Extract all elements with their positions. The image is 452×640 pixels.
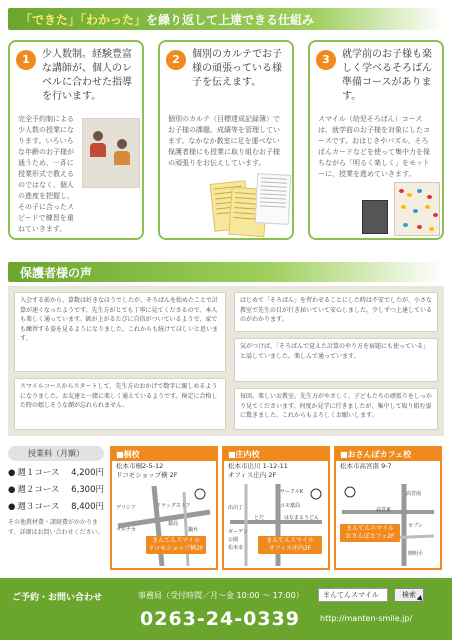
features-header — [8, 8, 444, 30]
title-part-wakatta: 「わかった」 — [80, 13, 147, 27]
title-part-dekita: 「できた」 — [20, 13, 81, 27]
office-hours: 事務局（受付時間／月～金 10:00 ～ 17:00） — [138, 591, 304, 600]
map-kiri: ■桐校 松本市桐2-5-12 ドコモショップ横 2F デリシア ドラッグストア マルナカ 薬局 鍋弁 まんてんスマイル ドコモショップ横2F — [110, 446, 218, 570]
feature-number: 2 — [166, 50, 186, 70]
tuition-fees — [8, 446, 104, 538]
voices-header — [8, 262, 444, 282]
search-input[interactable]: まんてんスマイル — [318, 588, 388, 602]
contact-label: ご予約・お問い合わせ — [12, 593, 103, 603]
website-url[interactable]: http://manten-smile.jp/ — [320, 614, 413, 623]
map-title: ■庄内校 — [224, 448, 328, 461]
voices-board — [8, 286, 444, 436]
map-shonai: ■庄内校 松本市出川 1-12-11 オフィス庄内 2F サークルK コモ薬局 出川丁 とだ はなまるうどん ガーデン 公園 松本市 まんてんスマイル オフィス庄内2F — [222, 446, 330, 570]
fees-title: 授業料（月額） — [8, 446, 104, 461]
bullet-icon: ● — [8, 502, 16, 512]
feature-lead: 少人数制。経験豊富な講師が、個人のレベルに合わせた指導を行います。 — [42, 49, 132, 102]
phone-number[interactable]: 0263-24-0339 — [140, 608, 300, 630]
soroban-beads-image — [394, 182, 440, 236]
map-address: 松本市出川 1-12-11 オフィス庄内 2F — [228, 462, 288, 479]
feature-body: スマイル（幼児そろばん）コースは、就学前のお子様を対象にしたコースです。おはじきやパズル、そろばんカードなどを使って集中力を保ちながら「明るく楽しく」をモットーに、授業を進めていきます。 — [318, 115, 430, 178]
fee-row: ● 週１コース 4,200円 — [8, 468, 104, 478]
feature-body: 個別のカルテ（目標達成記録簿）でお子様の課題、成績等を管理しています。なかなか教室に足を運べない保護者様にも授業に取り組むお子様の頑張りをお伝えしています。 — [168, 115, 280, 167]
contact-footer — [0, 578, 452, 640]
voice-note: スマイルコースからスタートして、先生方のおかげで数字に親しめるようになりました。お友達と一緒に楽しく通えているようです。検定に合格した時の嬉しそうな顔が忘れられません。 — [14, 378, 226, 430]
feature-number: 1 — [16, 50, 36, 70]
map-address: 松本市桐2-5-12 ドコモショップ横 2F — [116, 462, 178, 479]
classroom-photo — [82, 118, 140, 188]
feature-body: 完全予約制による少人数の授業になります。いろいろな年齢のお子様が通うため、一斉に授業形式で教えるのではなく、個人の進度を把握し、その子に合ったスピードで練習を重ねていきます。 — [18, 115, 74, 233]
fees-note: その他教材費・諸経費がかかります。詳細はお問い合わせください。 — [8, 519, 104, 536]
voices-title: 保護者様の声 — [20, 266, 93, 280]
title-part-rest: を繰り返して上達できる仕組み — [146, 13, 315, 27]
karte-sheet-white — [255, 173, 292, 225]
voice-note: 気がつけば、「そろばんで覚えた計算のやり方を宿題にも使っている」と話していました。楽しんで通っています。 — [234, 338, 438, 382]
map-title: ■おさんぽカフェ校 — [336, 448, 440, 461]
feature-lead: 就学前のお子様も楽しく学べるそろばん準備コースがあります。 — [342, 49, 432, 102]
voice-note: 毎回、楽しいお教室。先生方がやさしく、子どもたちの頑張りをしっかり見てくださいます。何度か見学に行きましたが、集中して取り組む姿に驚きました。これからもよろしくお願いします。 — [234, 388, 438, 430]
soroban-card-icon — [362, 200, 388, 234]
school-marker: まんてんスマイル おさんぽカフェ2F — [340, 524, 400, 542]
feature-card-3 — [308, 40, 444, 240]
voice-note: はじめて「そろばん」を習わせることにした時は不安でしたが、小さな教室で先生の目が行き届いていて安心しました。少しずつ上達しているのがわかります。 — [234, 292, 438, 332]
map-title: ■桐校 — [112, 448, 216, 461]
school-marker: まんてんスマイル オフィス庄内2F — [258, 536, 322, 554]
map-osanpo: ■おさんぽカフェ校 松本市高宮南 9-7 高宮南 高宮東 セブン 開明小 まんてんスマイル おさんぽカフェ2F — [334, 446, 442, 570]
bullet-icon: ● — [8, 468, 16, 478]
search-button[interactable]: 検索 — [394, 588, 424, 602]
feature-card-1 — [8, 40, 144, 240]
fee-row: ● 週２コース 6,300円 — [8, 485, 104, 495]
bullet-icon: ● — [8, 485, 16, 495]
school-marker: まんてんスマイル ドコモショップ横2F — [146, 536, 206, 554]
voice-note: 入会する前から、算数は好きなほうでしたが、そろばんを始めたことで計算が速くなったようです。先生方がとても丁寧に見てくださるので、本人も楽しく通っています。級が上がるたびに自信がついているようで、家でも練習する姿を見るようになりました。これからも続けてほしいと思います。 — [14, 292, 226, 372]
feature-number: 3 — [316, 50, 336, 70]
features-title — [20, 11, 314, 28]
feature-lead: 個別のカルテでお子様の頑張っている様子を伝えます。 — [192, 49, 282, 88]
map-address: 松本市高宮南 9-7 — [340, 462, 392, 470]
fee-row: ● 週３コース 8,400円 — [8, 502, 104, 512]
feature-card-2 — [158, 40, 294, 240]
